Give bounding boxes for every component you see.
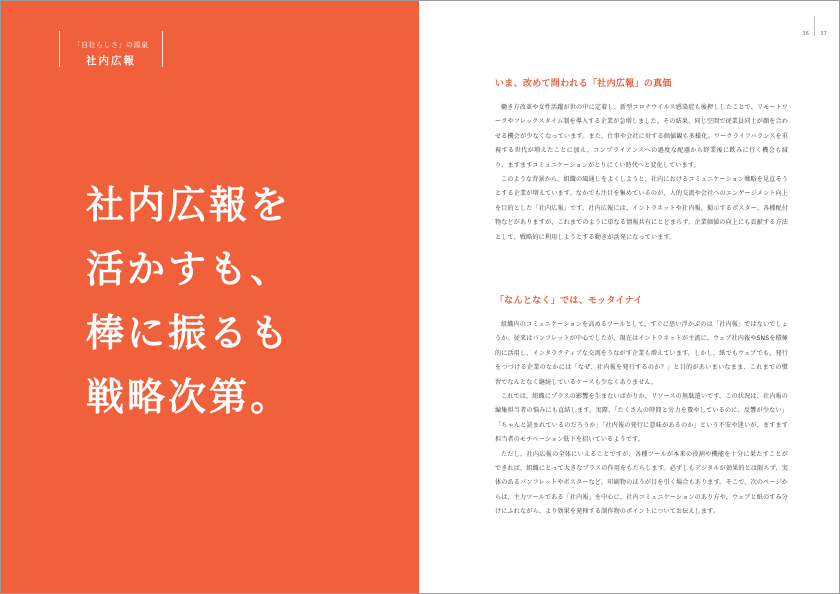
body-paragraph: ただし、社内広報の全体にいえることですが、各種ツールが本来の役割や機能を十分に果たすことができれば、組織にとって大きなプラスの作用をもたらします。必ずしもデジタルが効果的とは限らず、実体のあるパンフレットやポスターなど、印刷物のほうが目を引く場合もあります。そこで、次のページからは、主力ツールである「社内報」を中心に、社内コミュニケーションのあり方や、ウェブと紙のすみ分けにふれながら、より効果を発揮する制作物のポイントについてお伝えします。 — [495, 450, 788, 516]
page-number-left: 36 — [802, 31, 809, 37]
section-tag-title: 社内広報 — [86, 55, 136, 67]
article-section — [495, 293, 788, 520]
catchphrase-line: 棒に振るも — [86, 311, 292, 355]
catchphrase-line: 活かすも、 — [86, 247, 292, 291]
left-page — [1, 1, 419, 593]
body-paragraph: これでは、組織にプラスの影響を生まないばかりか、リソースの無駄遣いです。この状況は、社内報の編集担当者の悩みにも直結します。実際、「たくさんの時間と労力を費やしているのに、反響が少ない」「ちゃんと読まれているのだろうか」「社内報の発行に意味があるのか」という不安や迷いが、ますます担当者のモチベーション低下を招いているようです。 — [495, 393, 788, 444]
catchphrase-line: 戦略次第。 — [86, 375, 292, 419]
section-tag — [59, 31, 163, 67]
body-paragraph: 働き方改革や女性活躍が世の中に定着し、新型コロナウイルス感染症も後押ししたことで、リモートワークやフレックスタイム制を導入する企業が急増しました。その結果、同じ空間で従業員同士が顔を合わせる機会が少なくなっています。また、仕事や会社に対する価値観も多様化。ワークライフバランスを重視する世代が増えたことに加え、コンプライアンスへの過度な配慮から終業後に飲みに行く機会も減り、ますますコミュニケーションがとりにくい時代へと変化しています。 — [495, 104, 788, 169]
section-tag-subtitle: 「自社らしさ」の源泉 — [73, 41, 149, 49]
article-section — [495, 76, 788, 245]
page-numbers — [802, 31, 827, 37]
catchphrase — [86, 173, 291, 429]
right-page — [420, 1, 839, 593]
page-number-right: 37 — [820, 31, 827, 37]
page-number-divider — [814, 16, 815, 36]
section-heading: 「なんとなく」では、モッタイナイ — [495, 296, 643, 306]
section-heading: いま、改めて問われる「社内広報」の真価 — [495, 79, 672, 89]
body-paragraph: 組織内のコミュニケーションを高めるツールとして、すぐに思い浮かぶのは「社内報」ではないでしょうか。従来はパンフレットが中心でしたが、現在はイントラネットが主流に。ウェブ社内報やSNSを積極的に活用し、インタラクティブな交流をうながす企業も増えています。しかし、紙でもウェブでも、発行をつづける企業のなかには「なぜ、社内報を発行するのか？」と目的があいまいなまま、これまでの慣習でなんとなく継続しているケースも少なくありません。 — [495, 321, 788, 386]
catchphrase-line: 社内広報を — [86, 183, 292, 227]
body-paragraph: このような背景から、組織の風通しをよくしようと、社内におけるコミュニケーション戦略を見直そうとする企業が増えています。なかでも注目を集めているのが、人的交流や会社へのエンゲージメント向上を目的とした「社内広報」です。社内広報には、イントラネットや社内報、掲示するポスター、各種配付物などがありますが、これまでのように単なる情報共有にとどまらず、企業価値の向上にも貢献する方法として、戦略的に利用しようとする動きが活発になっています。 — [495, 176, 788, 241]
